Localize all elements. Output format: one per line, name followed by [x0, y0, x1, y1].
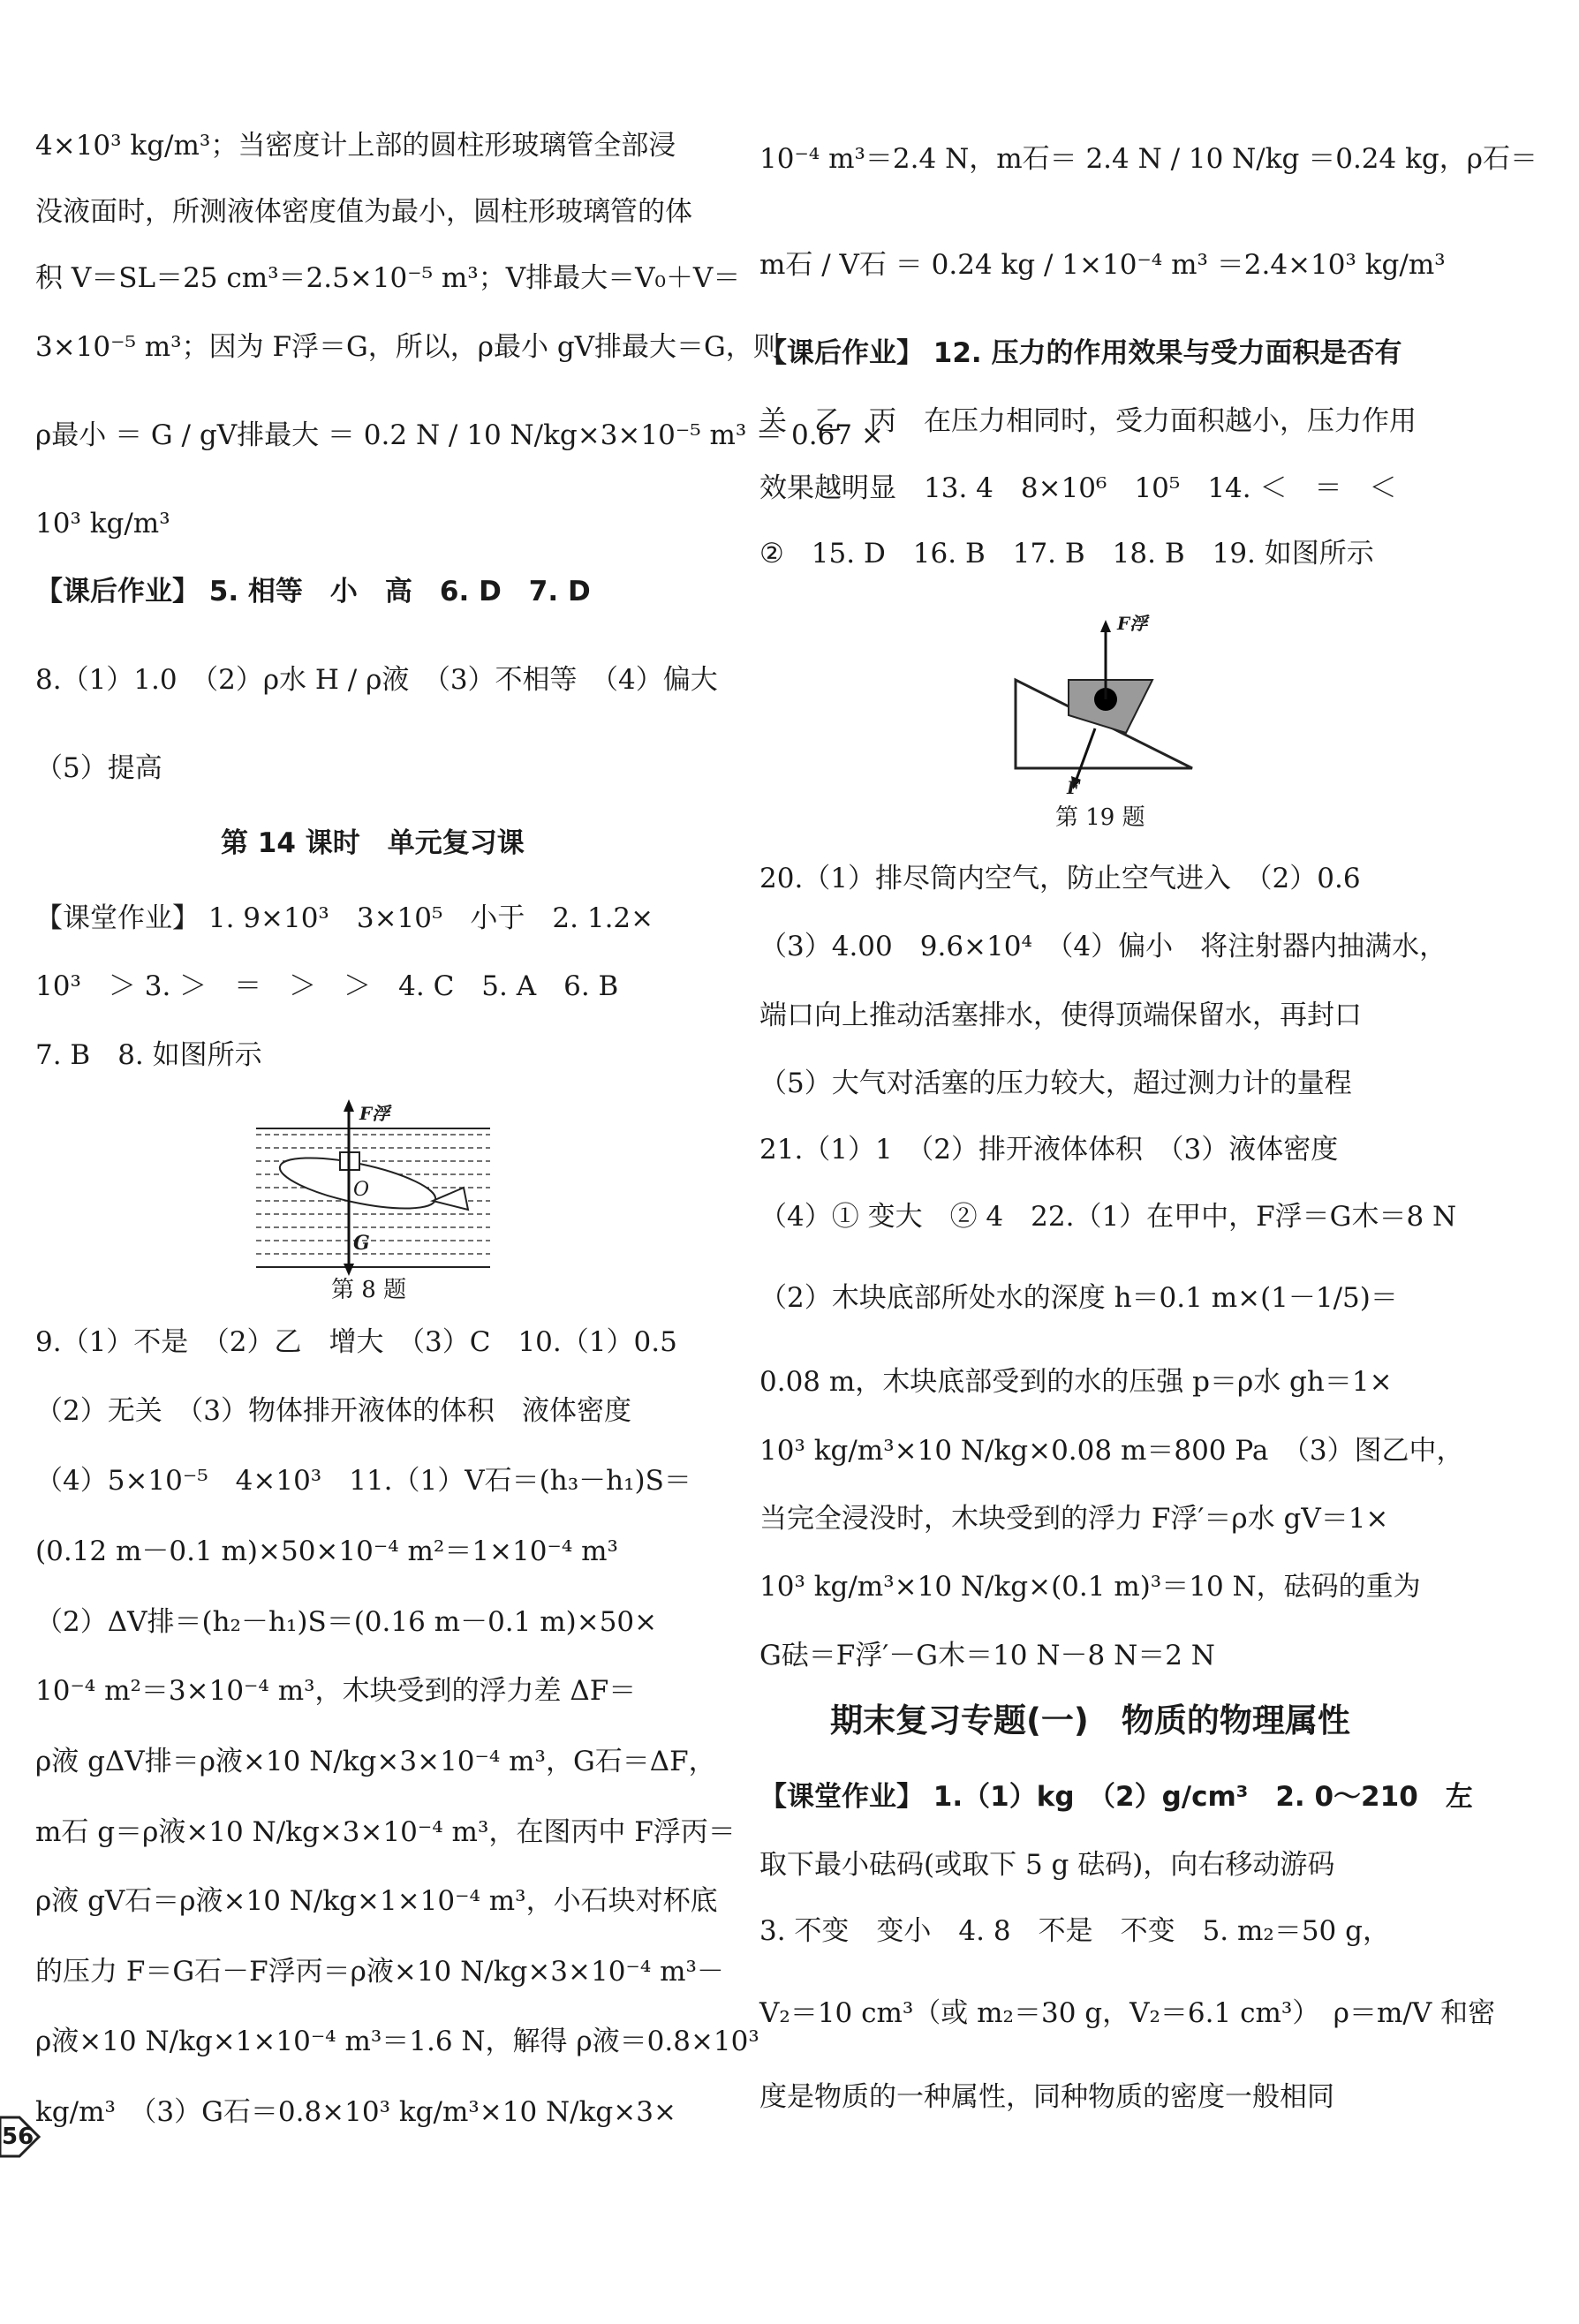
page-number-badge — [0, 2110, 53, 2163]
text-line: （5）大气对活塞的压力较大，超过测力计的量程 — [759, 1068, 1352, 1099]
text-line: 3. 不变 变小 4. 8 不是 不变 5. m₂＝50 g， — [759, 1915, 1390, 1947]
text-line: 10³ ＞ 3. ＞ ＝ ＞ ＞ 4. C 5. A 6. B — [35, 970, 619, 1002]
formula-line: （2）木块底部所处水的深度 h＝0.1 m×(1－1/5)＝ — [759, 1282, 1398, 1314]
formula-line: m石 / V石 ＝ 0.24 kg / 1×10⁻⁴ m³ ＝2.4×10³ kg/m³ — [759, 249, 1446, 281]
text-line: 10³ kg/m³ — [35, 508, 170, 540]
text-line: ρ液 gV石＝ρ液×10 N/kg×1×10⁻⁴ m³，小石块对杯底 — [35, 1885, 718, 1917]
text-line: kg/m³ （3）G石＝0.8×10³ kg/m³×10 N/kg×3× — [35, 2096, 676, 2128]
text-line: 没液面时，所测液体密度值为最小，圆柱形玻璃管的体 — [35, 196, 692, 228]
text-line: 8.（1）1.0 （2）ρ水 H / ρ液 （3）不相等 （4）偏大 — [35, 664, 718, 696]
text-line: (0.12 m－0.1 m)×50×10⁻⁴ m²＝1×10⁻⁴ m³ — [35, 1536, 618, 1567]
text-line: 关 乙 丙 在压力相同时，受力面积越小，压力作用 — [759, 405, 1417, 437]
text-line: 当完全浸没时，木块受到的浮力 F浮′＝ρ水 gV＝1× — [759, 1503, 1389, 1535]
text-line: 21.（1）1 （2）排开液体体积 （3）液体密度 — [759, 1134, 1339, 1166]
text-line: 20.（1）排尽筒内空气，防止空气进入 （2）0.6 — [759, 863, 1361, 894]
page-number: 56 — [2, 2124, 34, 2150]
text-line: 7. B 8. 如图所示 — [35, 1039, 262, 1071]
text-line: （4）5×10⁻⁵ 4×10³ 11.（1）V石＝(h₃－h₁)S＝ — [35, 1465, 691, 1497]
text-line: 的压力 F＝G石－F浮丙＝ρ液×10 N/kg×3×10⁻⁴ m³－ — [35, 1956, 724, 1988]
homework-heading: 【课后作业】 5. 相等 小 高 6. D 7. D — [35, 576, 591, 607]
text-line: m石 g＝ρ液×10 N/kg×3×10⁻⁴ m³，在图丙中 F浮丙＝ — [35, 1816, 736, 1848]
section-title: 第 14 课时 单元复习课 — [221, 827, 525, 859]
text-line: 3×10⁻⁵ m³；因为 F浮＝G，所以，ρ最小 gV排最大＝G，则 — [35, 331, 781, 363]
text-line: （5）提高 — [35, 752, 162, 784]
figure-8-caption: 第 8 题 — [331, 1277, 407, 1303]
text-line: ② 15. D 16. B 17. B 18. B 19. 如图所示 — [759, 538, 1374, 570]
text-line: 【课堂作业】 1. 9×10³ 3×10⁵ 小于 2. 1.2× — [35, 902, 654, 934]
text-line: 0.08 m，木块底部受到的水的压强 p＝ρ水 gh＝1× — [759, 1366, 1393, 1398]
text-line: 积 V＝SL＝25 cm³＝2.5×10⁻⁵ m³；V排最大＝V₀＋V＝ — [35, 262, 741, 294]
formula-line: 10⁻⁴ m³＝2.4 N，m石＝ 2.4 N / 10 N/kg ＝0.24 kg，ρ石＝ — [759, 143, 1537, 175]
formula-line: V₂＝10 cm³（或 m₂＝30 g，V₂＝6.1 cm³） ρ＝m/V 和密 — [759, 1997, 1496, 2029]
text-line: 10³ kg/m³×10 N/kg×0.08 m＝800 Pa （3）图乙中， — [759, 1435, 1464, 1467]
center-label: O — [353, 1179, 370, 1201]
text-line: 取下最小砝码(或取下 5 g 砝码)，向右移动游码 — [759, 1849, 1335, 1881]
classwork-heading: 【课堂作业】 1.（1）kg （2）g/cm³ 2. 0～210 左 — [759, 1781, 1473, 1813]
text-line: ρ液×10 N/kg×1×10⁻⁴ m³＝1.6 N，解得 ρ液＝0.8×10³ — [35, 2026, 759, 2057]
figure-19-caption: 第 19 题 — [1055, 804, 1145, 831]
text-line: （2）ΔV排＝(h₂－h₁)S＝(0.16 m－0.1 m)×50× — [35, 1606, 658, 1638]
text-line: （3）4.00 9.6×10⁴ （4）偏小 将注射器内抽满水， — [759, 931, 1447, 962]
text-line: G砝＝F浮′－G木＝10 N－8 N＝2 N — [759, 1640, 1215, 1671]
text-line: 10⁻⁴ m²＝3×10⁻⁴ m³，木块受到的浮力差 ΔF＝ — [35, 1675, 637, 1707]
pressure-force-label: F — [1067, 777, 1080, 798]
figure-8 — [252, 1099, 499, 1276]
text-line: （2）无关 （3）物体排开液体的体积 液体密度 — [35, 1395, 631, 1427]
text-line: ρ液 gΔV排＝ρ液×10 N/kg×3×10⁻⁴ m³，G石＝ΔF， — [35, 1746, 716, 1777]
gravity-label: G — [353, 1232, 370, 1255]
text-line: 度是物质的一种属性，同种物质的密度一般相同 — [759, 2081, 1334, 2113]
formula-line: ρ最小 ＝ G / gV排最大 ＝ 0.2 N / 10 N/kg×3×10⁻⁵ m³ ＝ 0.67 × — [35, 419, 884, 451]
force-label: F浮 — [359, 1103, 390, 1124]
figure-19 — [1007, 600, 1201, 798]
text-line: 效果越明显 13. 4 8×10⁶ 10⁵ 14. ＜ ＝ ＜ — [759, 472, 1397, 504]
text-line: 9.（1）不是 （2）乙 增大 （3）C 10.（1）0.5 — [35, 1326, 677, 1358]
text-line: 10³ kg/m³×10 N/kg×(0.1 m)³＝10 N，砝码的重为 — [759, 1571, 1421, 1603]
text-line: 4×10³ kg/m³；当密度计上部的圆柱形玻璃管全部浸 — [35, 130, 676, 162]
text-line: （4）① 变大 ② 4 22.（1）在甲中，F浮＝G木＝8 N — [759, 1201, 1457, 1233]
text-line: 端口向上推动活塞排水，使得顶端保留水，再封口 — [759, 1000, 1362, 1031]
homework-heading: 【课后作业】 12. 压力的作用效果与受力面积是否有 — [759, 337, 1402, 369]
section-title: 期末复习专题(一) 物质的物理属性 — [830, 1702, 1350, 1739]
buoyancy-label: F浮 — [1117, 613, 1148, 634]
